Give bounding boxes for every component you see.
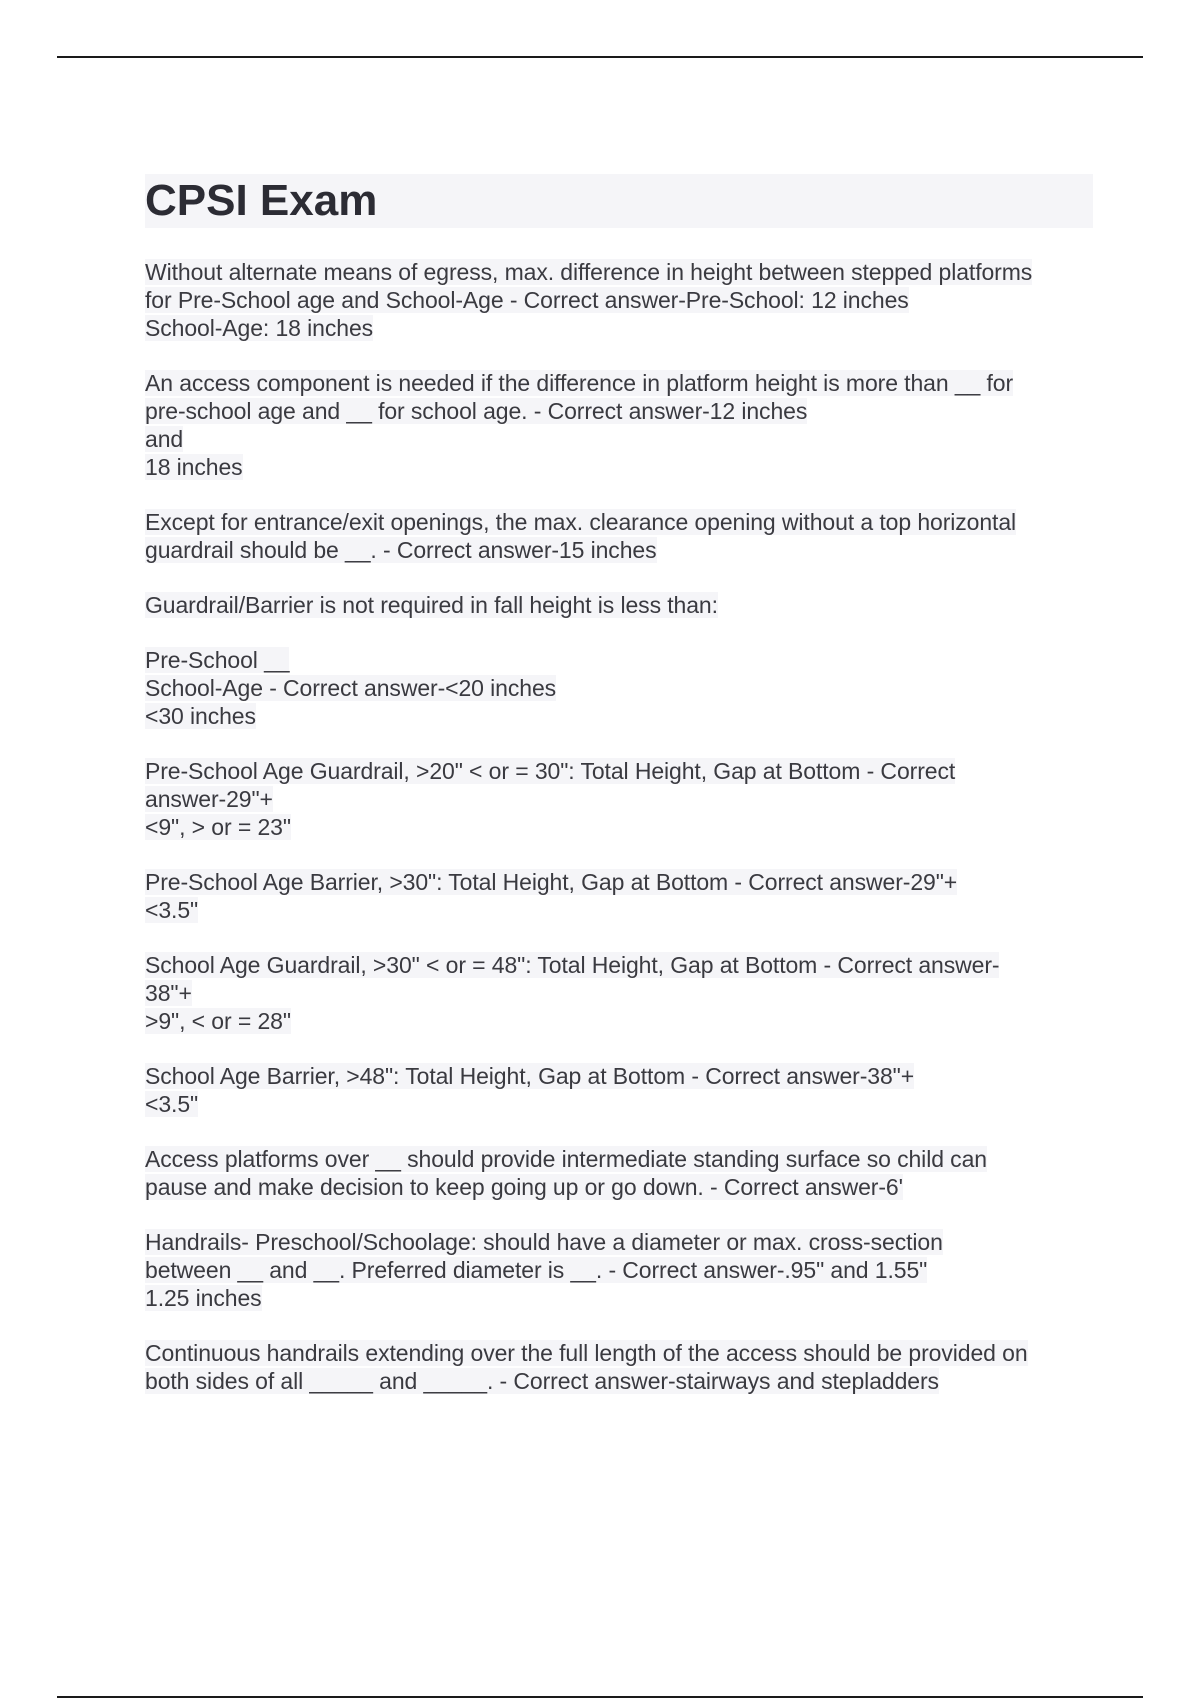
qa-line [145,702,1093,730]
qa-line-text: between __ and __. Preferred diameter is __. - Correct answer-.95" and 1.55" [145,1257,928,1283]
qa-line-text: School-Age: 18 inches [145,315,374,341]
qa-line-text: An access component is needed if the difference in platform height is more than __ for [145,370,1014,396]
qa-line-text: Guardrail/Barrier is not required in fall height is less than: [145,592,718,618]
qa-line [145,1256,1093,1284]
qa-entry [145,1339,1093,1395]
qa-line [145,1090,1093,1118]
qa-line [145,258,1093,286]
qa-line [145,1284,1093,1312]
page-title: CPSI Exam [145,176,378,225]
qa-line [145,757,1093,785]
qa-line [145,397,1093,425]
qa-line [145,674,1093,702]
qa-line-text: pre-school age and __ for school age. - Correct answer-12 inches [145,398,808,424]
qa-line-text: Without alternate means of egress, max. difference in height between stepped platforms [145,259,1033,285]
qa-line [145,591,1093,619]
qa-line-text: <30 inches [145,703,256,729]
footer-rule [57,1696,1143,1698]
qa-line [145,1228,1093,1256]
qa-line [145,1145,1093,1173]
qa-line [145,785,1093,813]
qa-line [145,868,1093,896]
qa-line [145,286,1093,314]
qa-line-text: for Pre-School age and School-Age - Correct answer-Pre-School: 12 inches [145,287,909,313]
qa-line-text: both sides of all _____ and _____. - Correct answer-stairways and stepladders [145,1368,939,1394]
qa-line-text: and [145,426,184,452]
qa-line-text: pause and make decision to keep going up or go down. - Correct answer-6' [145,1174,903,1200]
qa-line-text: Continuous handrails extending over the full length of the access should be provided on [145,1340,1028,1366]
qa-entry [145,1145,1093,1201]
qa-entry [145,508,1093,564]
qa-entry [145,646,1093,730]
qa-line-text: guardrail should be __. - Correct answer-15 inches [145,537,657,563]
qa-line-text: Pre-School __ [145,647,290,673]
qa-line [145,1173,1093,1201]
qa-line [145,979,1093,1007]
qa-line-text: >9", < or = 28" [145,1008,291,1034]
qa-line-text: 38"+ [145,980,192,1006]
qa-list [145,258,1093,1395]
qa-line-text: School-Age - Correct answer-<20 inches [145,675,557,701]
qa-line-text: Except for entrance/exit openings, the max. clearance opening without a top horizontal [145,509,1017,535]
qa-line-text: Pre-School Age Guardrail, >20" < or = 30": Total Height, Gap at Bottom - Correct [145,758,956,784]
qa-entry [145,258,1093,342]
qa-line [145,1062,1093,1090]
qa-line-text: 18 inches [145,454,243,480]
qa-line [145,508,1093,536]
qa-line-text: School Age Barrier, >48": Total Height, Gap at Bottom - Correct answer-38"+ [145,1063,915,1089]
qa-entry [145,1228,1093,1312]
qa-line-text: Handrails- Preschool/Schoolage: should have a diameter or max. cross-section [145,1229,943,1255]
title-band [145,174,1093,228]
qa-line [145,896,1093,924]
qa-line [145,646,1093,674]
qa-line [145,425,1093,453]
header-rule [57,56,1143,58]
qa-line [145,951,1093,979]
qa-line-text: <9", > or = 23" [145,814,291,840]
qa-entry [145,1062,1093,1118]
qa-line [145,1339,1093,1367]
qa-line [145,1367,1093,1395]
qa-line [145,536,1093,564]
qa-entry [145,369,1093,481]
qa-entry [145,868,1093,924]
qa-line [145,813,1093,841]
qa-line [145,453,1093,481]
qa-line [145,369,1093,397]
qa-line-text: School Age Guardrail, >30" < or = 48": Total Height, Gap at Bottom - Correct answer- [145,952,1000,978]
qa-line-text: Access platforms over __ should provide intermediate standing surface so child can [145,1146,987,1172]
document-body [145,174,1093,1422]
qa-line [145,314,1093,342]
qa-entry [145,757,1093,841]
qa-line-text: answer-29"+ [145,786,273,812]
qa-line [145,1007,1093,1035]
qa-line-text: 1.25 inches [145,1285,262,1311]
qa-entry [145,591,1093,619]
qa-entry [145,951,1093,1035]
qa-line-text: Pre-School Age Barrier, >30": Total Height, Gap at Bottom - Correct answer-29"+ [145,869,958,895]
qa-line-text: <3.5" [145,1091,199,1117]
qa-line-text: <3.5" [145,897,199,923]
